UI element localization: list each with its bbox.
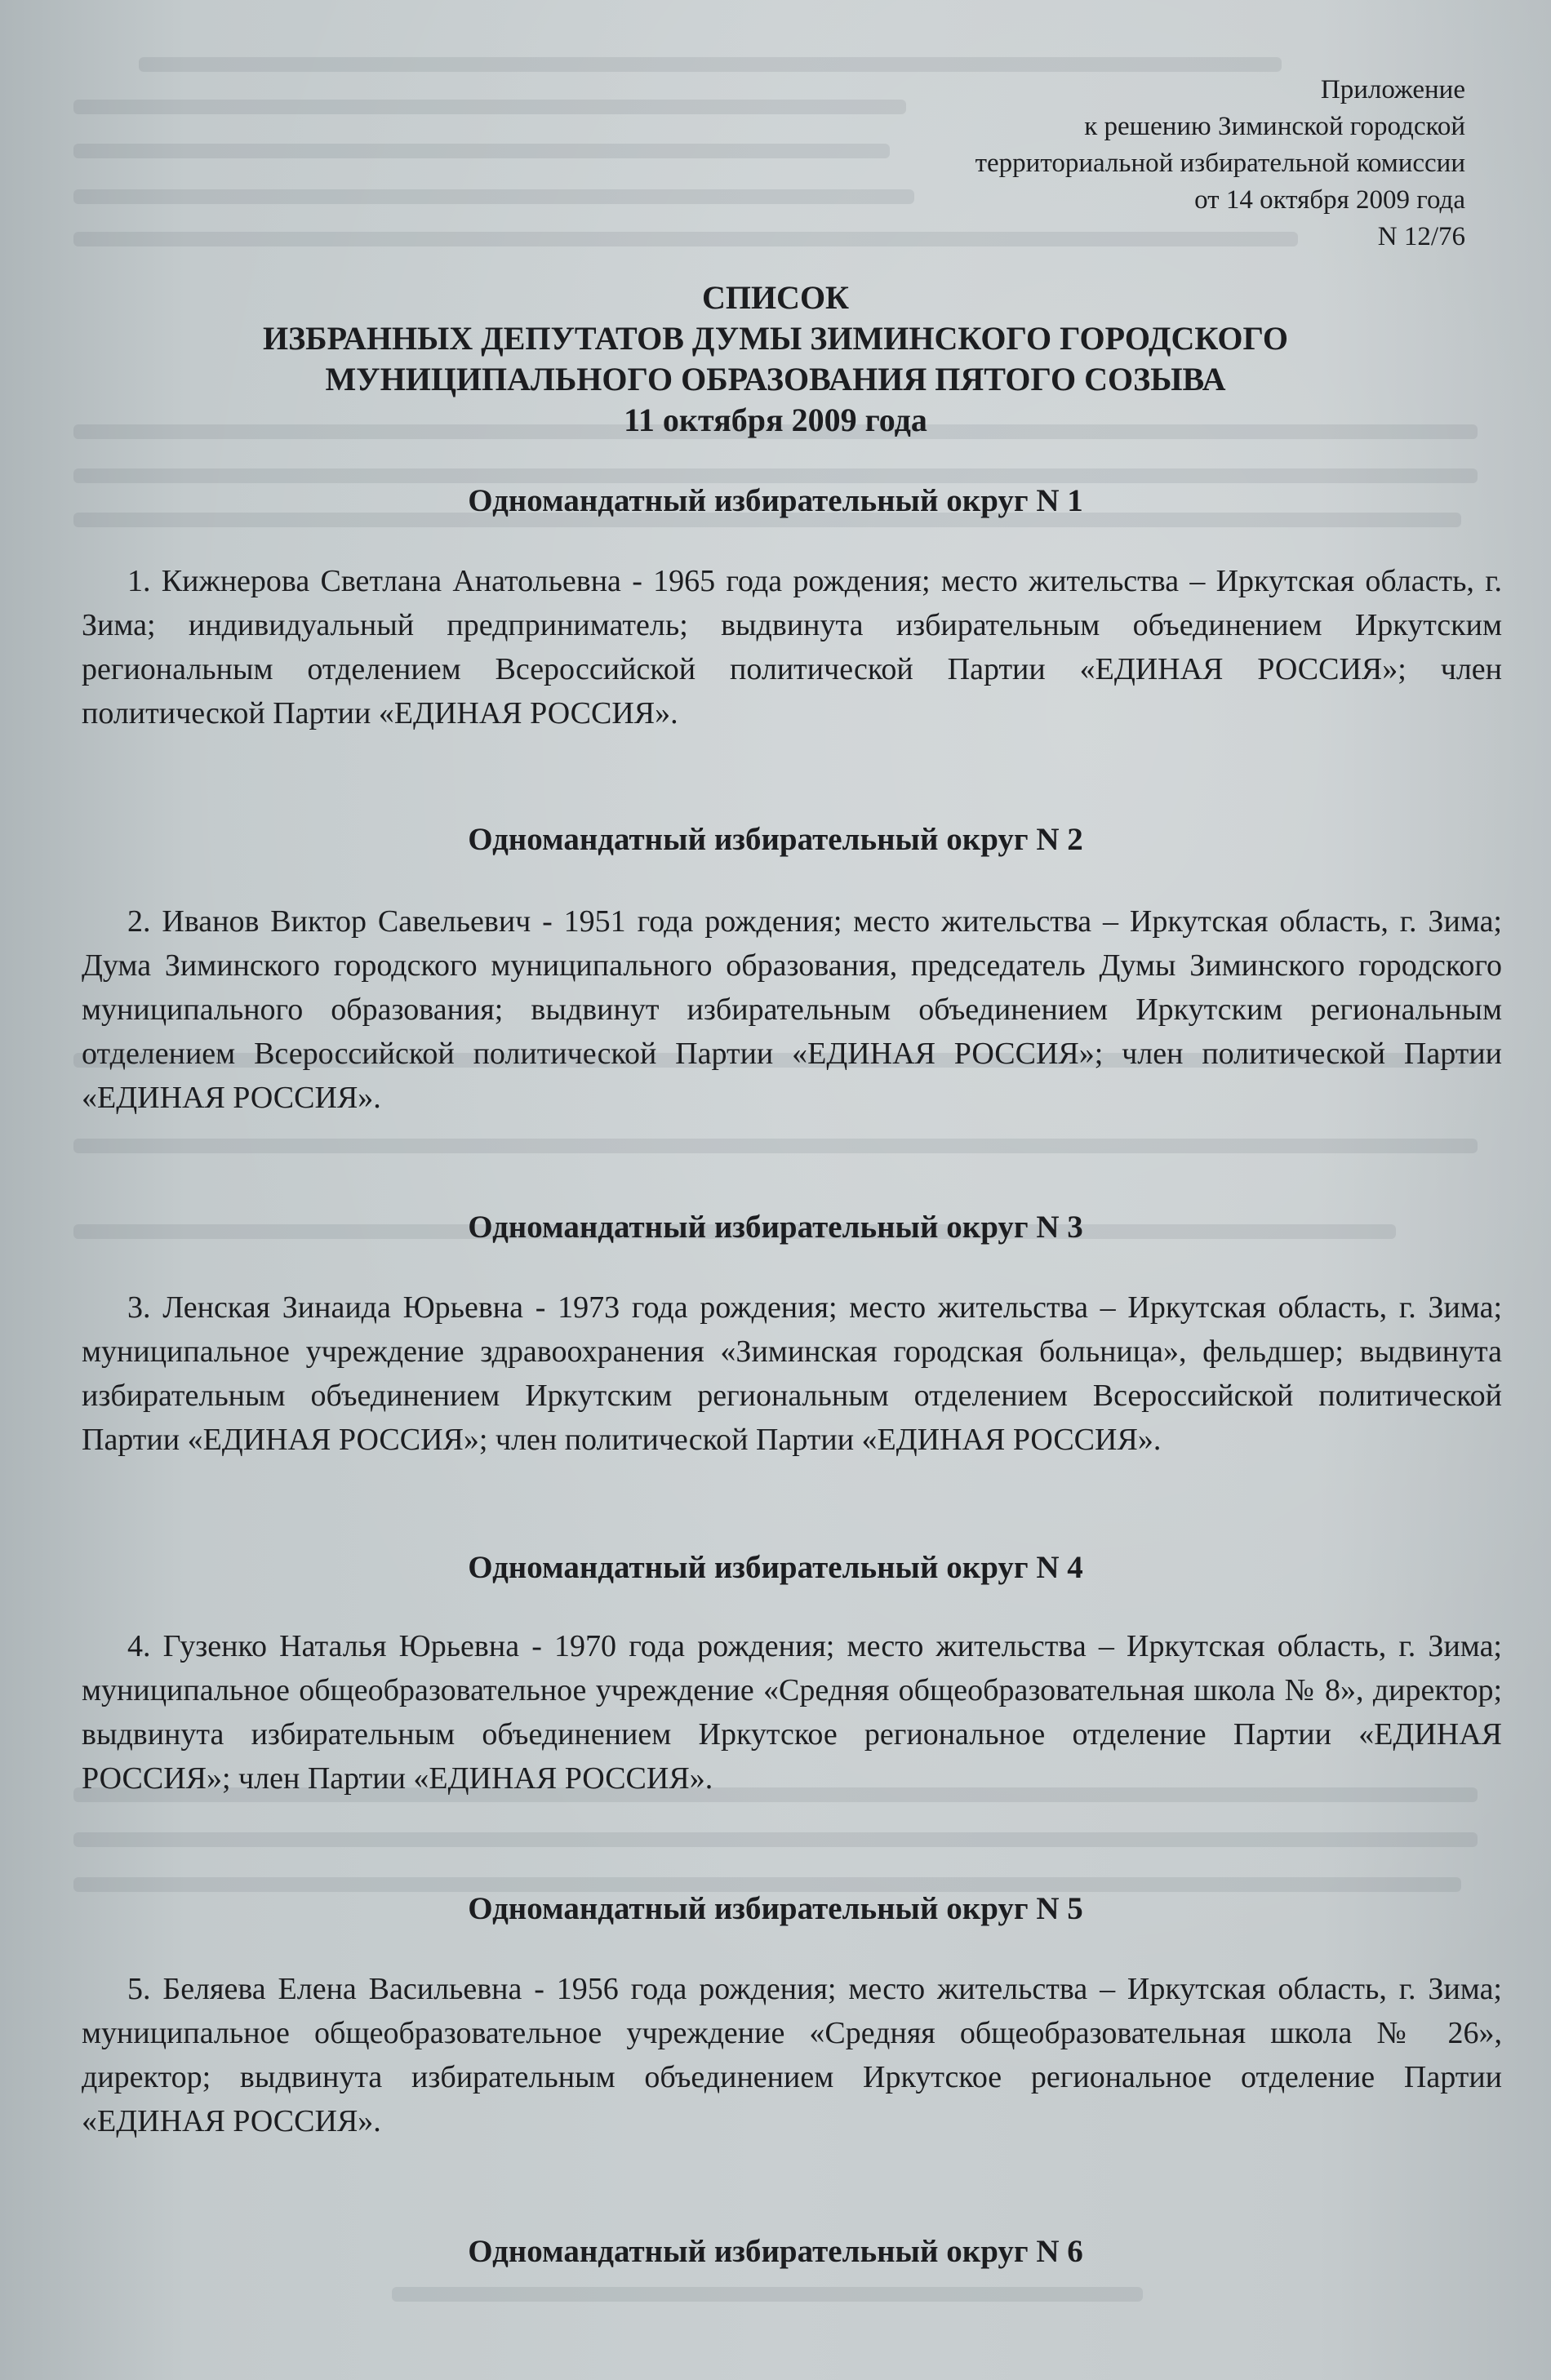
- district-heading-2: Одномандатный избирательный округ N 2: [468, 822, 1083, 857]
- approval-line: территориальной избирательной комиссии: [975, 149, 1465, 178]
- deputy-entry-2: 2. Иванов Виктор Савельевич - 1951 года рождения; место жительства – Иркутская область, г. Зима; Дума Зиминского городского муниципального образования, председатель Думы Зиминского городского муниципального образования; выдвинут избирательным объединением Иркутским региональным отделением Всероссийской политической Партии «ЕДИНАЯ РОССИЯ»; член политической Партии «ЕДИНАЯ РОССИЯ».: [82, 904, 1502, 1115]
- approval-line: к решению Зиминской городской: [1084, 112, 1465, 141]
- document-title: [0, 278, 1551, 441]
- approval-stamp-block: [975, 72, 1465, 255]
- title-line: СПИСОК: [701, 279, 850, 316]
- title-date: 11 октября 2009 года: [624, 402, 927, 438]
- approval-line: Приложение: [1320, 75, 1465, 104]
- district-heading-5: Одномандатный избирательный округ N 5: [468, 1891, 1083, 1926]
- deputy-entry-3: 3. Ленская Зинаида Юрьевна - 1973 года рождения; место жительства – Иркутская область, г. Зима; муниципальное учреждение здравоохранения «Зиминская городская больница», фельдшер; выдвинута избирательным объединением Иркутским региональным отделением Всероссийской политической Партии «ЕДИНАЯ РОССИЯ»; член политической Партии «ЕДИНАЯ РОССИЯ».: [82, 1290, 1502, 1457]
- deputy-entry-4: 4. Гузенко Наталья Юрьевна - 1970 года рождения; место жительства – Иркутская область, г. Зима; муниципальное общеобразовательное учреждение «Средняя общеобразовательная школа № 8», директор; выдвинута избирательным объединением Иркутское региональное отделение Партии «ЕДИНАЯ РОССИЯ»; член Партии «ЕДИНАЯ РОССИЯ».: [82, 1629, 1502, 1796]
- district-heading-3: Одномандатный избирательный округ N 3: [468, 1210, 1083, 1245]
- approval-line: от 14 октября 2009 года: [1194, 185, 1465, 215]
- deputy-entry-5: 5. Беляева Елена Васильевна - 1956 года рождения; место жительства – Иркутская область, г. Зима; муниципальное общеобразовательное учреждение «Средняя общеобразовательная школа № 26», директор; выдвинута избирательным объединением Иркутское региональное отделение Партии «ЕДИНАЯ РОССИЯ».: [82, 1972, 1502, 2138]
- district-heading-6: Одномандатный избирательный округ N 6: [468, 2234, 1083, 2269]
- title-line: МУНИЦИПАЛЬНОГО ОБРАЗОВАНИЯ ПЯТОГО СОЗЫВА: [325, 361, 1226, 397]
- approval-line: N 12/76: [1377, 222, 1465, 251]
- district-heading-4: Одномандатный избирательный округ N 4: [468, 1550, 1083, 1585]
- district-heading-1: Одномандатный избирательный округ N 1: [468, 483, 1083, 518]
- title-line: ИЗБРАННЫХ ДЕПУТАТОВ ДУМЫ ЗИМИНСКОГО ГОРОДСКОГО: [262, 320, 1289, 357]
- deputy-entry-1: 1. Кижнерова Светлана Анатольевна - 1965 года рождения; место жительства – Иркутская область, г. Зима; индивидуальный предприниматель; выдвинута избирательным объединением Иркутским региональным отделением Всероссийской политической Партии «ЕДИНАЯ РОССИЯ»; член политической Партии «ЕДИНАЯ РОССИЯ».: [82, 564, 1502, 730]
